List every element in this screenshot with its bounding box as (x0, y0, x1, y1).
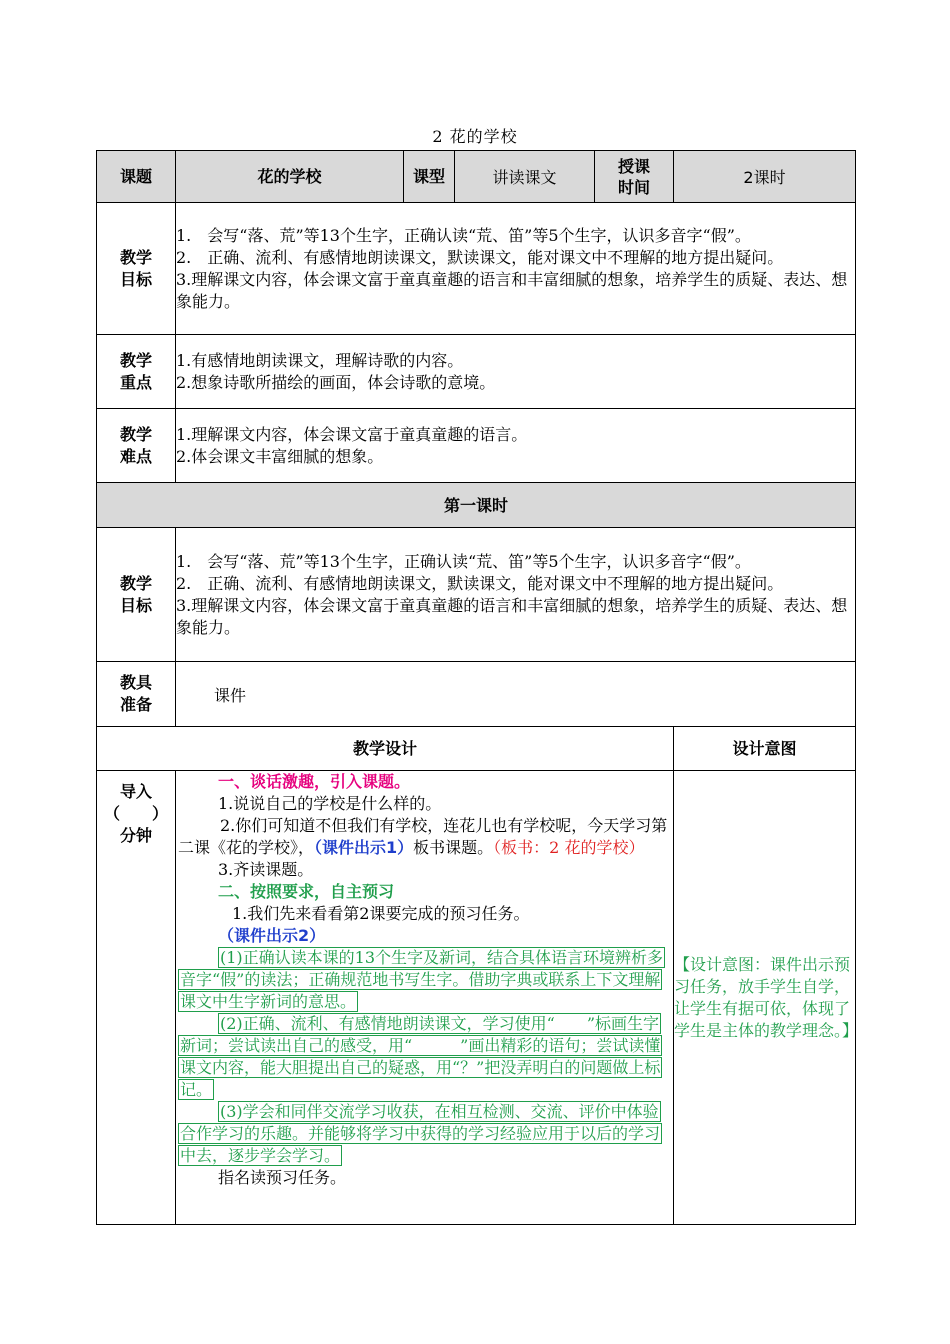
intro-row (97, 771, 856, 1225)
goals-row (97, 203, 856, 335)
design-header: 教学设计 (97, 727, 674, 771)
intro-step-2: 2.你们可知道不但我们有学校，连花儿也有学校呢，今天学习第二课《花的学校》，（课件出示1）板书课题。（板书：2 花的学校） (178, 816, 668, 857)
difficulty-item: 2.体会课文丰富细腻的想象。 (176, 446, 384, 466)
preview-task-1: (1)正确认读本课的13个生字及新词，结合具体语言环境辨析多音字“假”的读法；正确规范地书写生字。借助字典或联系上下文理解课文中生字新词的意思。 (180, 948, 664, 1011)
topic-label: 课题 (97, 151, 176, 203)
board-note: （板书：2 花的学校） (493, 838, 645, 857)
materials-value: 课件 (176, 662, 856, 727)
preview-task-3: (3)学会和同伴交流学习收获，在相互检测、交流、评价中体验合作学习的乐趣。并能够将学习中获得的学习经验应用于以后的学习中去，逐步学会学习。 (180, 1102, 661, 1165)
section-heading-1: 一、谈话激趣，引入课题。 (218, 772, 411, 791)
section-heading-2: 二、按照要求，自主预习 (218, 882, 395, 901)
period-title: 第一课时 (97, 483, 856, 528)
time-label (595, 151, 674, 203)
goal-item: 1. 会写“落、荒”等13个生字，正确认读“荒、笛”等5个生字，认识多音字“假”。 (176, 225, 751, 245)
header-row (97, 151, 856, 203)
period-goal-item: 1. 会写“落、荒”等13个生字，正确认读“荒、笛”等5个生字，认识多音字“假”。 (176, 551, 751, 571)
courseware-1-tag: （课件出示1） (314, 838, 414, 857)
materials-label: 教具 准备 (97, 662, 176, 727)
type-label: 课型 (404, 151, 455, 203)
type-value: 讲读课文 (455, 151, 595, 203)
key-points-content (176, 335, 856, 409)
key-point-item: 2.想象诗歌所描绘的画面，体会诗歌的意境。 (176, 372, 496, 392)
key-points-label: 教学 重点 (97, 335, 176, 409)
key-point-item: 1.有感情地朗读课文，理解诗歌的内容。 (176, 350, 464, 370)
lesson-plan-table (96, 150, 859, 1225)
time-label-line-2: 时间 (617, 177, 650, 197)
period-goals-row (97, 528, 856, 662)
document-title: 2 花的学校 (432, 127, 518, 146)
goal-item: 2. 正确、流利、有感情地朗读课文，默读课文，能对课文中不理解的地方提出疑问。 (176, 247, 784, 267)
period-goals-label: 教学 目标 (97, 528, 176, 662)
period-goal-item: 2. 正确、流利、有感情地朗读课文，默读课文，能对课文中不理解的地方提出疑问。 (176, 573, 784, 593)
period-goal-item: 3.理解课文内容，体会课文富于童真童趣的语言和丰富细腻的想象，培养学生的质疑、表达、想象能力。 (176, 595, 848, 637)
intent-header: 设计意图 (674, 727, 856, 771)
period-goals-content (176, 528, 856, 662)
intro-closing: 指名读预习任务。 (218, 1168, 347, 1187)
intro-step-3: 3.齐读课题。 (218, 860, 314, 879)
design-header-row (97, 727, 856, 771)
intro-design-content (176, 771, 674, 1225)
goal-item: 3.理解课文内容，体会课文富于童真童趣的语言和丰富细腻的想象，培养学生的质疑、表达、想象能力。 (176, 269, 848, 311)
materials-row (97, 662, 856, 727)
difficulty-item: 1.理解课文内容，体会课文富于童真童趣的语言。 (176, 424, 528, 444)
goals-label: 教学 目标 (97, 203, 176, 335)
difficulties-row (97, 409, 856, 483)
time-label-line-1: 授课 (617, 156, 650, 176)
preview-step-1: 1.我们先来看看第2课要完成的预习任务。 (232, 904, 530, 923)
time-value: 2课时 (674, 151, 856, 203)
difficulties-label: 教学 难点 (97, 409, 176, 483)
period-row (97, 483, 856, 528)
topic-value: 花的学校 (176, 151, 404, 203)
goals-content (176, 203, 856, 335)
intro-step-1: 1.说说自己的学校是什么样的。 (218, 794, 442, 813)
preview-task-2: (2)正确、流利、有感情地朗读课文，学习使用“ ”标画生字新词；尝试读出自己的感受，用“ ”画出精彩的语句；尝试读懂课文内容，能大胆提出自己的疑惑，用“？”把没弄明白的问题做上标记。 (180, 1014, 661, 1099)
courseware-2-tag: （课件出示2） (218, 926, 326, 945)
key-points-row (97, 335, 856, 409)
design-intent: 【设计意图：课件出示预习任务，放手学生自学，让学生有据可依，体现了学生是主体的教学理念。】 (674, 771, 856, 1225)
difficulties-content (176, 409, 856, 483)
intro-stage-label: 导入 （ ） 分钟 (97, 771, 176, 1225)
